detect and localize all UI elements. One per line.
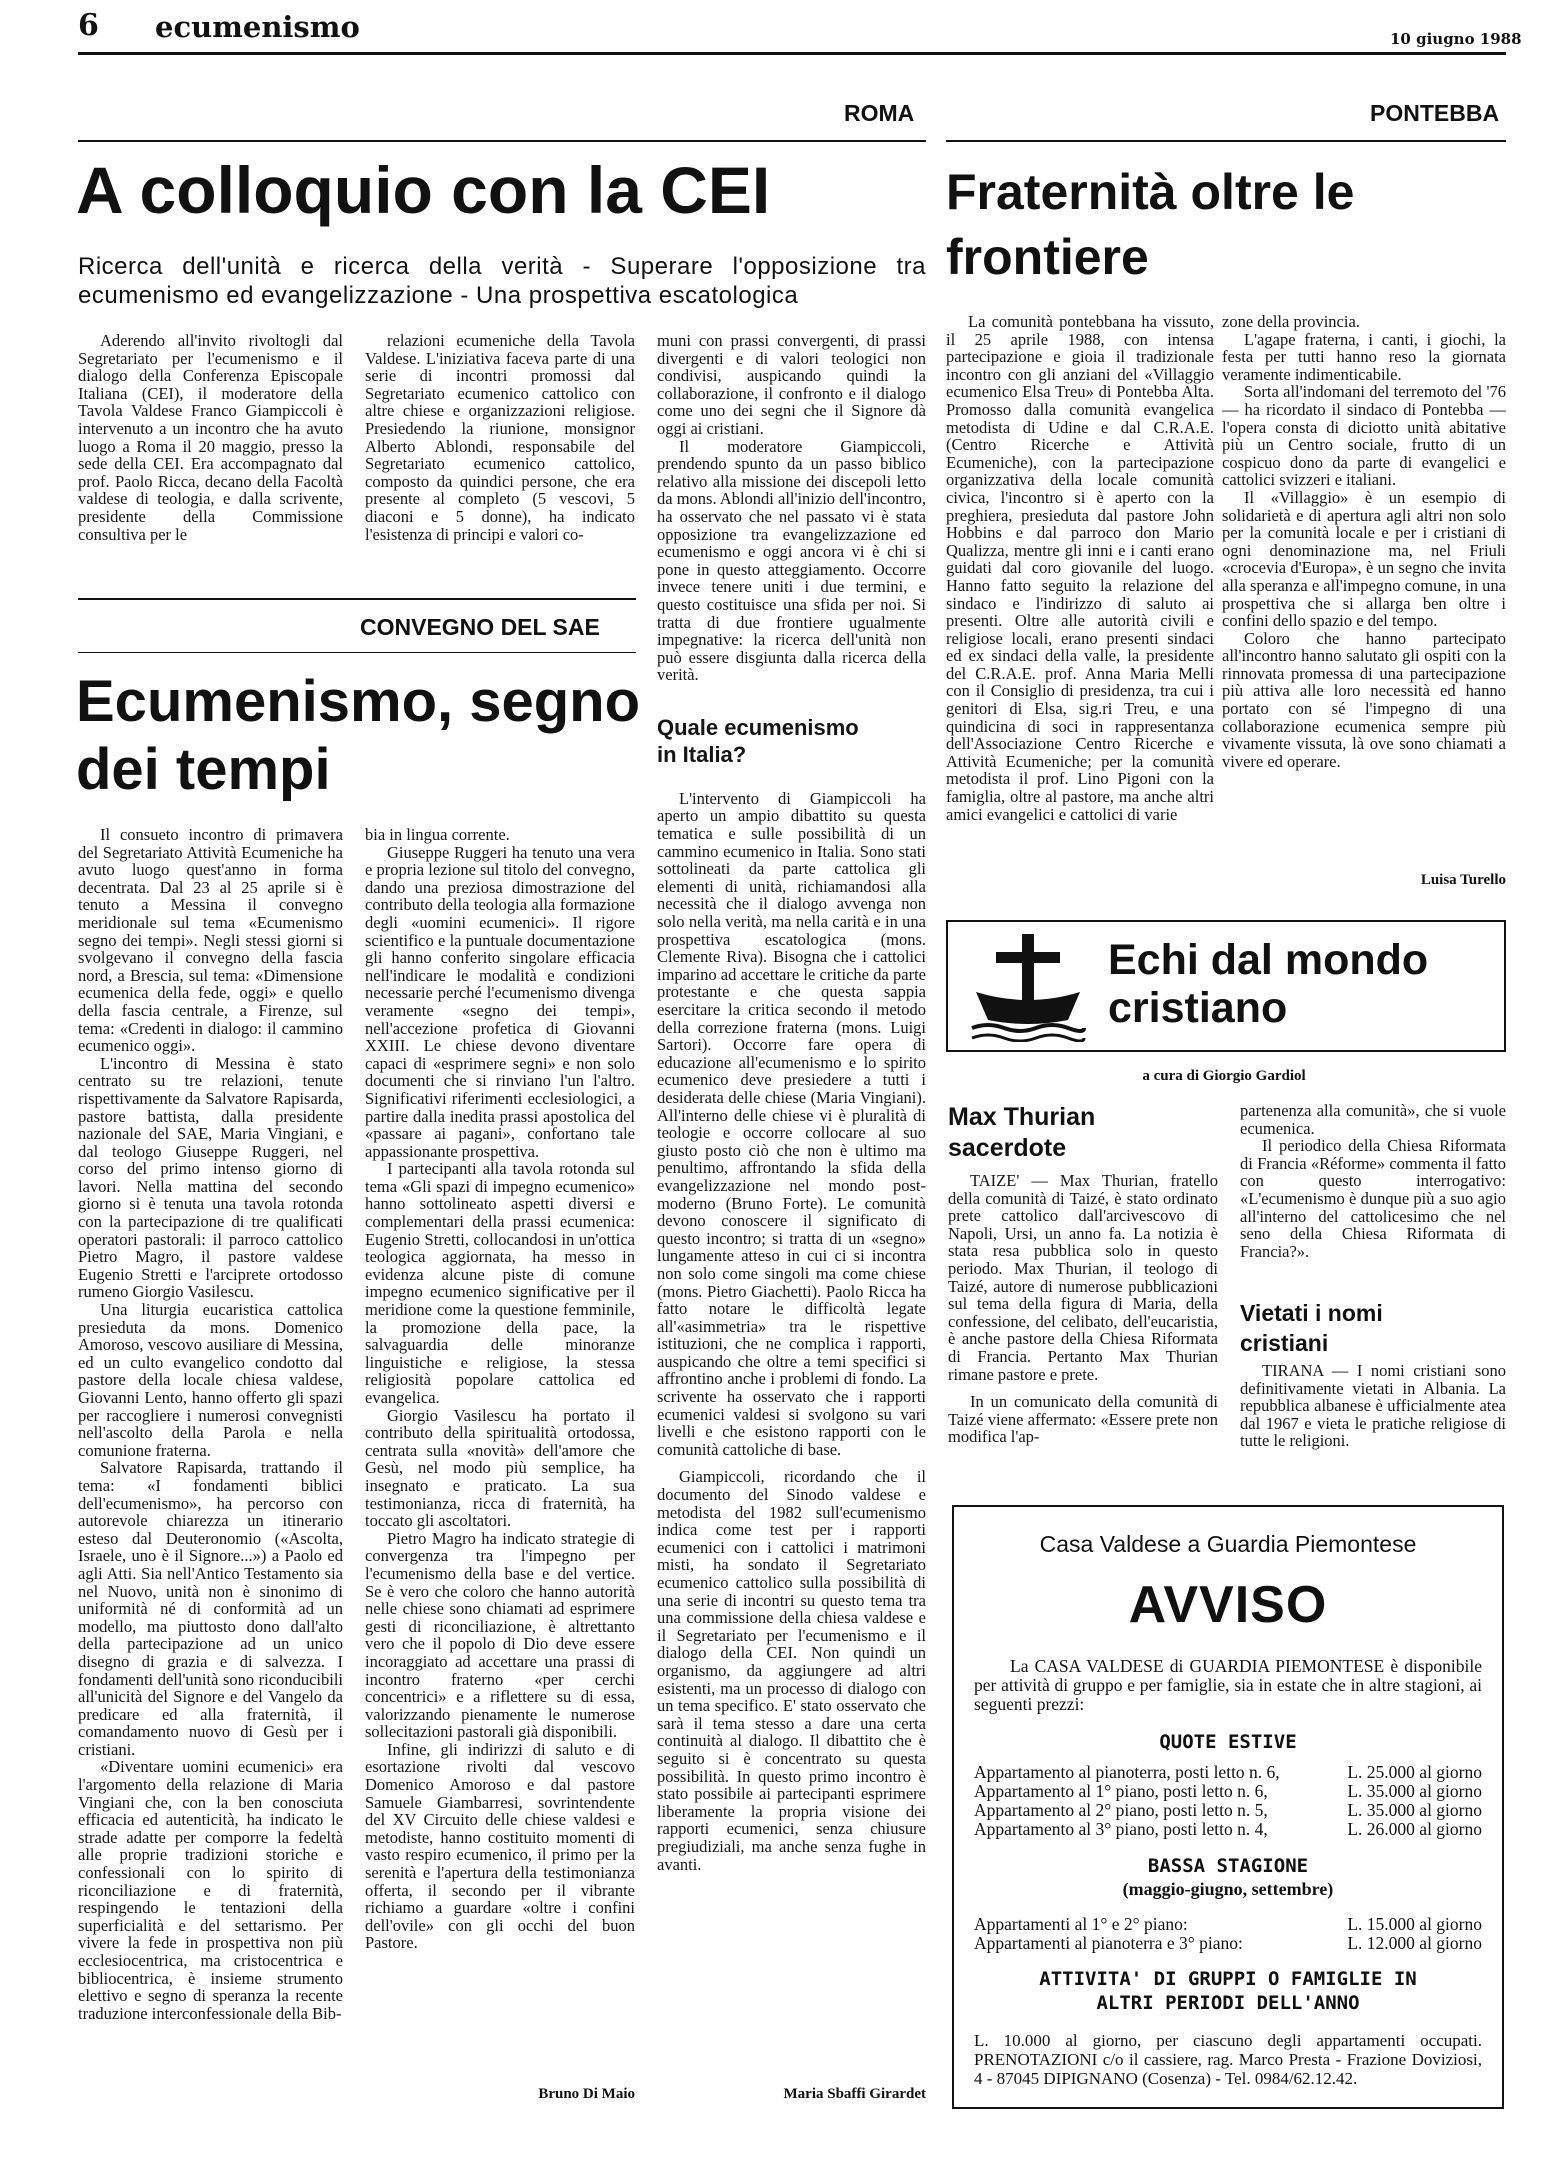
sae-title: Ecumenismo, segno dei tempi bbox=[76, 669, 641, 802]
roma-col3c-text: L'intervento di Giampiccoli ha aperto un ampio dibattito su questa tematica e sulle possibilità di un cammino ecumenico in Italia. Sono stati sottolineati da parte cattolica gli elementi di unità, richiamandosi alla necessità che il dialogo avvenga non solo nella verità, ma nella carità e in una prospettiva escatologica (mons. Clemente Riva). Bisogna che i cattolici imparino ad accettare le critiche da parte protestante e che questa sappia esercitare la critica secondo il metodo della correzione fraterna (mons. Luigi Sartori). Occorre fare opera di educazione all'ecumenismo e lo spirito ecumenico deve presiedere a tutti i desiderata delle chiese (Maria Vingiani). All'interno delle chiese vi è pluralità di teologie e occorre collocare al suo giusto posto ciò che non è ultimo ma penultimo, affrontando la sfida della evangelizzazione nel mondo post-moderno (Bruno Forte). Le comunità devono conoscere il significato di questo incontro; si tratta di un «segno» lungamente atteso in cui ci si incontra non solo come singoli ma come chiese (mons. Pietro Giachetti). Paolo Ricca ha fatto notare le difficoltà legate all'«asimmetria» tra le rispettive istituzioni, che ne complica i rapporti, auspicando che oltre a temi specifici si affrontino anche i problemi di fondo. La scrivente ha osservato che i rapporti ecumenici valdesi si svolgono su vari livelli e che esistono rapporti con le comunità cattoliche di base. bbox=[657, 788, 926, 1459]
ad-title: AVVISO bbox=[1128, 1576, 1328, 1634]
roma-col2 bbox=[365, 332, 635, 587]
sae-col2d-text: Giorgio Vasilescu ha portato il contributo della spiritualità ortodossa, centrata sulla «novità» dell'amore che Gesù, nel modo più semplice, ha insegnato e praticato. La sua testimonianza, ricca di fraternità, ha toccato gli ascoltatori. bbox=[365, 1405, 635, 1531]
sae-col2-text: bia in lingua corrente. bbox=[365, 826, 510, 844]
low-row-label: Appartamenti al pianoterra e 3° piano: bbox=[974, 1933, 1243, 1953]
echi-title: Echi dal mondo cristiano bbox=[1108, 936, 1429, 1032]
low-row bbox=[974, 1934, 1482, 1953]
page-number: 6 bbox=[78, 8, 99, 43]
low-rows bbox=[974, 1915, 1482, 1953]
sae-col2b-text: Giuseppe Ruggeri ha tenuto una vera e propria lezione sul titolo del convegno, dando una preziosa dimostrazione del contributo della teologia alla formazione degli «uomini ecumenici». Il rigore scientifico e la puntuale documentazione gli hanno conferito singolare efficacia nell'indicare le modalità e condizioni necessarie perché l'ecumenismo divenga veramente «segno dei tempi», nell'accezione profetica di Giovanni XXIII. Le chiese devono diventare capaci di «esprimere segni» e non solo documenti che si rinviano l'un l'altro. Significativi riferimenti ecclesiologici, a partire dalla inedita prassi apostolica del «passare ai pagani», confortano tale appassionante prospettiva. bbox=[365, 842, 635, 1161]
roma-col1-text: Aderendo all'invito rivoltogli dal Segretariato per l'ecumenismo e il dialogo della Conferenza Episcopale Italiana (CEI), il moderatore della Tavola Valdese Franco Giampiccoli è intervenuto a un incontro che ha avuto luogo a Roma il 20 maggio, presso la sede della CEI. Era accompagnato dal prof. Paolo Ricca, decano della Facoltà valdese di teologia, e dalla scrivente, presidente della Commissione consultiva per le bbox=[78, 332, 343, 544]
thurian-title: Max Thurian sacerdote bbox=[948, 1103, 1096, 1162]
cross-boat-icon bbox=[968, 930, 1088, 1042]
section-name: ecumenismo bbox=[155, 10, 360, 44]
summer-row bbox=[974, 1801, 1482, 1820]
sae-bottom-rule bbox=[78, 652, 636, 653]
vietati-col bbox=[1240, 1362, 1506, 1502]
sae-col1-text: Il consueto incontro di primavera del Segretariato Attività Ecumeniche ha avuto luogo quest'anno in forma decentrata. Dal 23 al 25 aprile si è tenuto a Messina il convegno meridionale sul tema «Ecumenismo segno dei tempi». Negli stessi giorni si svolgevano il convegno della fascia nord, a Brescia, sul tema: «Dimensione ecumenica della fede, oggi» e quello della fascia centrale, a Firenze, sul tema: «Credenti in dialogo: il cammino ecumenico oggi». bbox=[78, 826, 343, 1056]
pontebba-location: PONTEBBA bbox=[1370, 100, 1500, 126]
roma-col1 bbox=[78, 332, 343, 587]
pontebba-col1 bbox=[946, 313, 1214, 893]
low-row-price: L. 12.000 al giorno bbox=[1347, 1933, 1482, 1953]
roma-col3-text: muni con prassi convergenti, di prassi divergenti e di valori teologici non condivisi, auspicando quindi la collaborazione, il confronto e il dialogo come uno dei segni che il Signore dà oggi ai cristiani. bbox=[657, 332, 926, 438]
roma-col2-text: relazioni ecumeniche della Tavola Valdese. L'iniziativa faceva parte di una serie di incontri promossi dal Segretariato ecumenico cattolico con altre chiese e organizzazioni religiose. Presiedendo la riunione, monsignor Alberto Ablondi, responsabile del Segretariato ecumenico cattolico, composto da quindici persone, che era presente al completo (5 vescovi, 5 diaconi e 5 donne), ha indicato l'esistenza di principi e valori co- bbox=[365, 332, 635, 544]
low-row bbox=[974, 1915, 1482, 1934]
sae-col1e-text: «Diventare uomini ecumenici» era l'argomento della relazione di Maria Vingiani che, con la ben conosciuta efficacia ed autenticità, ha indicato le strade adatte per comporre la fedeltà alle proprie tradizioni storiche e confessionali con lo spirito di riconciliazione e di fraternità, respingendo le tentazioni della superficialità e del settarismo. Per vivere la fede in prospettiva non più ecclesiocentrica, ma cristocentrica e bibliocentrica, è insieme strumento elettivo e segno di speranza la recente traduzione interconfessionale della Bib- bbox=[78, 1757, 343, 2023]
roma-subtitle: Ricerca dell'unità e ricerca della verità - Superare l'opposizione tra ecumenismo ed evangelizzazione - Una prospettiva escatologica bbox=[78, 253, 926, 309]
ad-box bbox=[952, 1505, 1504, 2109]
sae-col1c-text: Una liturgia eucaristica cattolica presieduta da mons. Domenico Amoroso, vescovo ausiliare di Messina, ed un culto evangelico condotto dal pastore della locale chiesa valdese, Giovanni Lento, hanno offerto gli spazi per raccogliere i numerosi convegnisti nell'ascolto della Parola e nella comunione fraterna. bbox=[78, 1300, 343, 1460]
thurian-body2: In un comunicato della comunità di Taizé viene affermato: «Essere prete non modifica l'ap- bbox=[948, 1392, 1218, 1447]
roma-bottom-rule bbox=[78, 598, 636, 600]
pontebba-col1-text: La comunità pontebbana ha vissuto, il 25 aprile 1988, con intensa partecipazione e gioia il tradizionale incontro con gli anziani del «Villaggio ecumenico Elsa Treu» di Pontebba Alta. Promosso dalla comunità evangelica metodista di Udine e dal C.R.A.E. (Centro Ricerche e Attività Ecumeniche), con la partecipazione organizzativa della locale comunità civica, l'incontro si è aperto con la preghiera, presieduta dal pastore John Hobbins e dal parroco don Mario Qualizza, mentre gli inni e i canti erano guidati dal coro giovanile del luogo. Hanno fatto seguito la relazione del sindaco e l'indirizzo di saluto ai presenti. Oltre alle autorità civili e religiose locali, erano presenti sindaci ed ex sindaci della valle, la presidente del C.R.A.E. prof. Anna Maria Melli con il Consiglio di presidenza, tra cui i genitori di Elsa, sig.ri Treu, e una quindicina di soci in rappresentanza dell'Associazione Centro Ricerche e Attività Ecumeniche; per la comunità metodista il prof. Lino Pigoni con la famiglia, oltre al pastore, ma anche altri amici evangelici e cattolici di varie bbox=[946, 313, 1214, 824]
roma-rule bbox=[78, 140, 926, 142]
thurian-col1 bbox=[948, 1172, 1218, 1512]
sae-col2 bbox=[365, 826, 635, 2081]
pontebba-col2d-text: Il «Villaggio» è un esempio di solidarietà e di apertura agli altri non solo per la comunità locale e per i cristiani di ogni denominazione ma, nel Friuli «crocevia d'Europa», è un segno che invita alla speranza e all'impegno comune, in una prospettiva che si allarga ben oltre i confini dello spazio e del tempo. bbox=[1222, 487, 1506, 631]
summer-row bbox=[974, 1820, 1482, 1839]
roma-title: A colloquio con la CEI bbox=[76, 153, 771, 227]
vietati-body: TIRANA — I nomi cristiani sono definitivamente vietati in Albania. La repubblica albanese è ufficialmente atea dal 1967 e vieta le pratiche religiose di tutte le religioni. bbox=[1240, 1362, 1506, 1451]
roma-signature: Maria Sbaffi Girardet bbox=[783, 2086, 926, 2102]
sae-col2c-text: I partecipanti alla tavola rotonda sul tema «Gli spazi di impegno ecumenico» hanno sottolineato aspetti diversi e complementari della prassi ecumenica: Eugenio Stretti, collocandosi in un'ottica teologica aggiornata, ha messo in evidenza alcune piste di comune impegno ecumenico significative per il meridione come la questione femminile, la promozione della pace, la salvaguardia delle minoranze linguistiche e religiose, la stessa religiosità popolare cattolica ed evangelica. bbox=[365, 1159, 635, 1407]
roma-col3d-text: Giampiccoli, ricordando che il documento del Sinodo valdese e metodista del 1982 sull'ecumenismo indica come test per i rapporti ecumenici con i cattolici i matrimoni misti, ha sondato il Segretariato ecumenico cattolico sulla possibilità di una serie di incontri su questo tema tra una commissione della chiesa valdese e il Segretariato per l'ecumenismo e il dialogo della CEI. Non quindi un organismo, da aggiungere ad altri esistenti, ma un processo di dialogo con un tema specifico. E' stato osservato che sarà il tema stesso a dare una certa continuità al dialogo. Il dibattito che è seguito si è concentrato su questa possibilità. In questo primo incontro è stato possibile ai partecipanti esprimere liberamente la propria visione dei rapporti ecumenici, senza chiusure pregiudiziali, ma anche senza fughe in avanti. bbox=[657, 1467, 926, 1874]
ad-footer: L. 10.000 al giorno, per ciascuno degli appartamenti occupati. PRENOTAZIONI c/o il cassiere, rag. Marco Presta - Frazione Doviziosi, 4 - 87045 DIPIGNANO (Cosenza) - Tel. 0984/62.12.42. bbox=[974, 2031, 1482, 2088]
ad-heading: Casa Valdese a Guardia Piemontese bbox=[1039, 1531, 1417, 1557]
pontebba-col2e-text: Coloro che hanno partecipato all'incontro hanno salutato gli ospiti con la rinnovata promessa di una partecipazione più attiva alle loro necessità ed hanno portato con sé l'impegno di una collaborazione ecumenica sempre più vivamente vissuta, là ove sono chiamati a vivere ed operare. bbox=[1222, 628, 1506, 771]
sae-signature: Bruno Di Maio bbox=[538, 2086, 635, 2102]
summer-row-price: L. 35.000 al giorno bbox=[1347, 1800, 1482, 1820]
sae-col1d-text: Salvatore Rapisarda, trattando il tema: «I fondamenti biblici dell'ecumenismo», ha percorso con autorevole chiarezza un itinerario esteso dal Deuteronomio («Ascolta, Israele, uno è il Signore...») a Paolo ed agli Atti. Sia nell'Antico Testamento sia nel Nuovo, unità non è sinonimo di uniformità né di conformità ad un modello, ma piuttosto dono dall'alto della partecipazione ad un unico disegno di grazia e di salvezza. I fondamenti dell'unità sono riconducibili all'unicità del Signore e del Vangelo da predicare ed alla fraternità, il comandamento nuovo di Gesù per i cristiani. bbox=[78, 1458, 343, 1759]
summer-title: QUOTE ESTIVE bbox=[1159, 1731, 1297, 1753]
echi-banner bbox=[946, 920, 1506, 1052]
summer-row-label: Appartamento al 3° piano, posti letto n. 4, bbox=[974, 1819, 1268, 1839]
low-sub: (maggio-giugno, settembre) bbox=[1122, 1879, 1334, 1899]
sae-col1b-text: L'incontro di Messina è stato centrato su tre relazioni, tenute rispettivamente da Salvatore Rapisarda, pastore battista, dalla presidente nazionale del SAE, Maria Vingiani, e dal teologo Giuseppe Ruggeri, nel corso del primo intenso giorno di lavori. Nella mattina del secondo giorno si è tenuta una tavola rotonda con la partecipazione di tre qualificati operatori pastorali: il parroco cattolico Pietro Magro, il pastore valdese Eugenio Stretti e l'arciprete ortodosso rumeno Giorgio Vasilescu. bbox=[78, 1053, 343, 1302]
header-rule bbox=[78, 52, 1506, 55]
thurian-col2b-text: Il periodico della Chiesa Riformata di Francia «Réforme» commenta il fatto con questo interrogativo: «L'ecumenismo è dunque più a suo agio all'interno del cattolicesimo che nel seno della Chiesa Riformata di Francia?». bbox=[1240, 1136, 1506, 1261]
ad-intro: La CASA VALDESE di GUARDIA PIEMONTESE è disponibile per attività di gruppo e per famiglie, sia in estate che in altre stagioni, ai seguenti prezzi: bbox=[974, 1656, 1482, 1714]
thurian-body: TAIZE' — Max Thurian, fratello della comunità di Taizé, è stato ordinato prete cattolico dall'arcivescovo di Napoli, Ursi, un anno fa. La notizia è stata resa pubblica solo in questo periodo. Max Thurian, il teologo di Taizé, autore di numerose pubblicazioni sul tema della figura di Maria, della confessione, del celibato, dell'eucaristia, è anche pastore della Chiesa Riformata di Francia. Pertanto Max Thurian rimane pastore e prete. bbox=[948, 1172, 1218, 1384]
pontebba-title: Fraternità oltre le frontiere bbox=[946, 164, 1355, 285]
roma-location: ROMA bbox=[844, 100, 915, 126]
summer-row-price: L. 25.000 al giorno bbox=[1347, 1762, 1482, 1782]
echi-curator: a cura di Giorgio Gardiol bbox=[1142, 1068, 1306, 1084]
sae-col2e-text: Pietro Magro ha indicato strategie di convergenza tra l'impegno per l'ecumenismo della base e del vertice. Se è vero che coloro che hanno autorità nelle chiese sono chiamati ad esprimere gesti di riconciliazione, è altrettanto vero che il popolo di Dio deve essere incoraggiato ad accettare una prassi di incontro fraterno «per cerchi concentrici» e a riflettere su di essa, valorizzando pienamente le numerose sollecitazioni pastorali già disponibili. bbox=[365, 1528, 635, 1742]
summer-row-label: Appartamento al pianoterra, posti letto n. 6, bbox=[974, 1762, 1280, 1782]
vietati-title: Vietati i nomi cristiani bbox=[1240, 1300, 1383, 1356]
issue-date: 10 giugno 1988 bbox=[1390, 30, 1522, 48]
low-row-label: Appartamenti al 1° e 2° piano: bbox=[974, 1914, 1188, 1934]
summer-rows bbox=[974, 1763, 1482, 1839]
summer-row bbox=[974, 1763, 1482, 1782]
groups-title: ATTIVITA' DI GRUPPI O FAMIGLIE IN ALTRI PERIODI DELL'ANNO bbox=[1039, 1968, 1417, 2014]
sae-col1 bbox=[78, 826, 343, 2098]
pontebba-col2b-text: L'agape fraterna, i canti, i giochi, la festa per tutti hanno reso la giornata veramente indimenticabile. bbox=[1222, 329, 1506, 384]
summer-row-label: Appartamento al 1° piano, posti letto n. 6, bbox=[974, 1781, 1268, 1801]
sae-col2f-text: Infine, gli indirizzi di saluto e di esortazione rivolti dal vescovo Domenico Amoroso e dal pastore Samuele Giambarresi, sovrintendente del XV Circuito delle chiese valdesi e metodiste, hanno costituito momenti di vasto respiro ecumenico, il primo per la serenità e l'apertura della testimonianza offerta, il secondo per il vibrante richiamo a guardare «oltre i confini dell'ovile» con gli occhi del buon Pastore. bbox=[365, 1739, 635, 1953]
sae-location: CONVEGNO DEL SAE bbox=[360, 614, 600, 640]
summer-row-price: L. 35.000 al giorno bbox=[1347, 1781, 1482, 1801]
pontebba-col2 bbox=[1222, 313, 1506, 873]
summer-row bbox=[974, 1782, 1482, 1801]
pontebba-signature: Luisa Turello bbox=[1420, 872, 1506, 888]
roma-subhead: Quale ecumenismo in Italia? bbox=[657, 714, 859, 767]
roma-col3 bbox=[657, 332, 926, 2107]
pontebba-rule bbox=[946, 140, 1506, 142]
low-title: BASSA STAGIONE bbox=[1147, 1855, 1309, 1877]
summer-row-price: L. 26.000 al giorno bbox=[1347, 1819, 1482, 1839]
low-row-price: L. 15.000 al giorno bbox=[1347, 1914, 1482, 1934]
roma-col3b-text: Il moderatore Giampiccoli, prendendo spunto da un passo biblico relativo alla missione dei discepoli letto da mons. Ablondi all'inizio dell'incontro, ha osservato che nel passato vi è stata opposizione tra evangelizzazione ed ecumenismo e oggi ancora vi è chi si pone in questo atteggiamento. Occorre invece tenere uniti i due termini, e questo costituisce una sfida per noi. Si tratta di due frontiere ugualmente impegnative: la ricerca dell'unità non può essere disgiunta dalla ricerca della verità. bbox=[657, 436, 926, 685]
thurian-col2 bbox=[1240, 1102, 1506, 1302]
pontebba-col2c-text: Sorta all'indomani del terremoto del '76 — ha ricordato il sindaco di Pontebba — l'opera consta di diciotto unità abitative più un Centro sociale, frutto di un cospicuo dono da parte di evangelici e cattolici svizzeri e italiani. bbox=[1222, 382, 1506, 490]
thurian-col2-text: partenenza alla comunità», che si vuole ecumenica. bbox=[1240, 1102, 1506, 1138]
pontebba-col2-text: zone della provincia. bbox=[1222, 313, 1360, 331]
summer-row-label: Appartamento al 2° piano, posti letto n. 5, bbox=[974, 1800, 1268, 1820]
